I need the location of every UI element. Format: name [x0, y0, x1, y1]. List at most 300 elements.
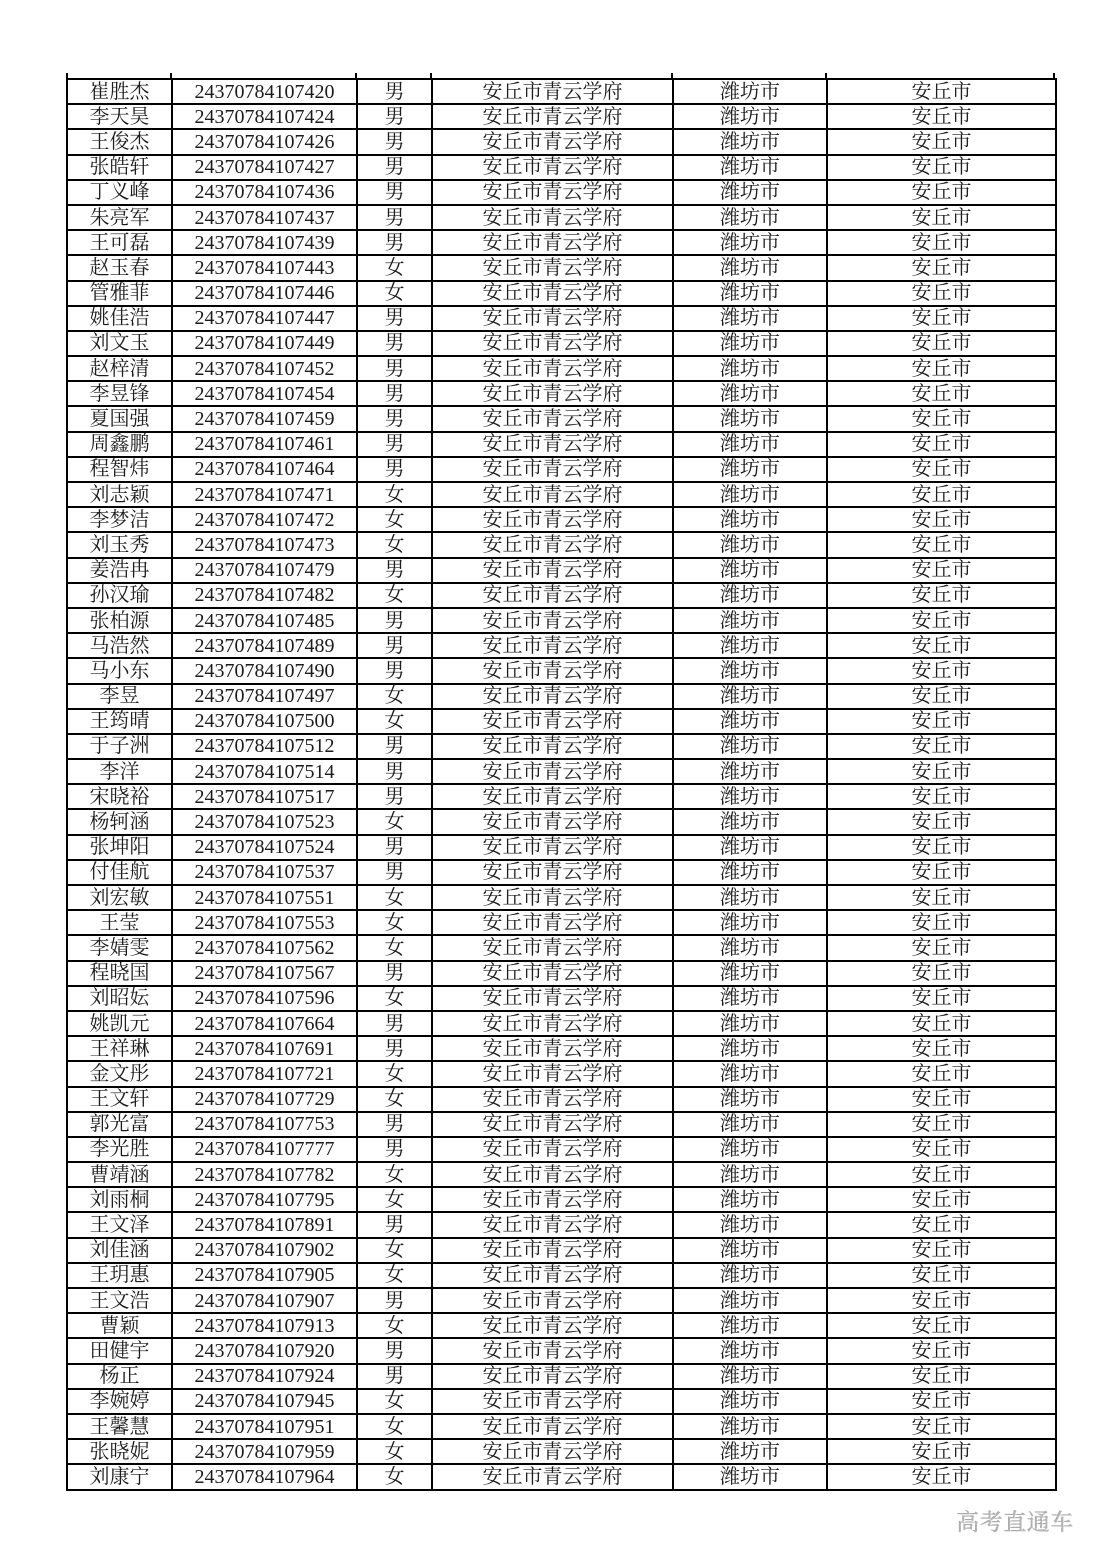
school-cell: 安丘市青云学府 — [432, 381, 673, 406]
exam-number-cell: 24370784107905 — [172, 1263, 357, 1288]
name-cell: 张晓妮 — [67, 1439, 172, 1464]
gender-cell: 男 — [357, 205, 432, 230]
county-cell: 安丘市 — [827, 608, 1056, 633]
exam-number-cell: 24370784107523 — [172, 809, 357, 834]
watermark-text: 高考直通车 — [956, 1509, 1074, 1535]
gender-cell: 女 — [357, 1414, 432, 1439]
name-cell: 王莹 — [67, 910, 172, 935]
table-row — [67, 482, 1056, 507]
school-cell: 安丘市青云学府 — [432, 306, 673, 331]
county-cell: 安丘市 — [827, 532, 1056, 557]
exam-number-cell: 24370784107562 — [172, 935, 357, 960]
city-cell: 潍坊市 — [673, 809, 827, 834]
exam-number-cell: 24370784107452 — [172, 356, 357, 381]
name-cell: 郭光富 — [67, 1112, 172, 1137]
city-cell: 潍坊市 — [673, 79, 827, 104]
exam-number-cell: 24370784107482 — [172, 583, 357, 608]
school-cell: 安丘市青云学府 — [432, 1414, 673, 1439]
name-cell: 孙汉瑜 — [67, 583, 172, 608]
county-cell: 安丘市 — [827, 381, 1056, 406]
name-cell: 赵梓清 — [67, 356, 172, 381]
gender-cell: 男 — [357, 1036, 432, 1061]
county-cell: 安丘市 — [827, 986, 1056, 1011]
name-cell: 管雅菲 — [67, 281, 172, 306]
exam-number-cell: 24370784107426 — [172, 129, 357, 154]
name-cell: 王文浩 — [67, 1288, 172, 1313]
table-row — [67, 255, 1056, 280]
exam-number-cell: 24370784107447 — [172, 306, 357, 331]
name-cell: 杨正 — [67, 1364, 172, 1389]
table-row — [67, 1238, 1056, 1263]
table-row — [67, 684, 1056, 709]
city-cell: 潍坊市 — [673, 255, 827, 280]
county-cell: 安丘市 — [827, 205, 1056, 230]
table-row — [67, 1313, 1056, 1338]
gender-cell: 女 — [357, 1187, 432, 1212]
city-cell: 潍坊市 — [673, 759, 827, 784]
county-cell: 安丘市 — [827, 482, 1056, 507]
exam-number-cell: 24370784107567 — [172, 961, 357, 986]
city-cell: 潍坊市 — [673, 306, 827, 331]
name-cell: 付佳航 — [67, 860, 172, 885]
city-cell: 潍坊市 — [673, 608, 827, 633]
table-row — [67, 1414, 1056, 1439]
exam-number-cell: 24370784107902 — [172, 1238, 357, 1263]
table-row — [67, 180, 1056, 205]
table-row — [67, 961, 1056, 986]
gender-cell: 女 — [357, 1238, 432, 1263]
city-cell: 潍坊市 — [673, 406, 827, 431]
city-cell: 潍坊市 — [673, 205, 827, 230]
school-cell: 安丘市青云学府 — [432, 658, 673, 683]
county-cell: 安丘市 — [827, 1389, 1056, 1414]
exam-number-cell: 24370784107964 — [172, 1464, 357, 1489]
table-row — [67, 1364, 1056, 1389]
gender-cell: 男 — [357, 180, 432, 205]
gender-cell: 男 — [357, 784, 432, 809]
gender-cell: 女 — [357, 507, 432, 532]
city-cell: 潍坊市 — [673, 1439, 827, 1464]
gender-cell: 男 — [357, 835, 432, 860]
exam-number-cell: 24370784107420 — [172, 79, 357, 104]
name-cell: 王玥惠 — [67, 1263, 172, 1288]
school-cell: 安丘市青云学府 — [432, 532, 673, 557]
city-cell: 潍坊市 — [673, 507, 827, 532]
exam-number-cell: 24370784107551 — [172, 885, 357, 910]
county-cell: 安丘市 — [827, 1187, 1056, 1212]
name-cell: 王俊杰 — [67, 129, 172, 154]
exam-number-cell: 24370784107471 — [172, 482, 357, 507]
city-cell: 潍坊市 — [673, 1238, 827, 1263]
name-cell: 程智炜 — [67, 457, 172, 482]
city-cell: 潍坊市 — [673, 532, 827, 557]
school-cell: 安丘市青云学府 — [432, 860, 673, 885]
name-cell: 李昱 — [67, 684, 172, 709]
table-row — [67, 1263, 1056, 1288]
gender-cell: 女 — [357, 809, 432, 834]
school-cell: 安丘市青云学府 — [432, 1087, 673, 1112]
exam-number-cell: 24370784107485 — [172, 608, 357, 633]
county-cell: 安丘市 — [827, 759, 1056, 784]
name-cell: 王祥琳 — [67, 1036, 172, 1061]
table-row — [67, 507, 1056, 532]
city-cell: 潍坊市 — [673, 583, 827, 608]
school-cell: 安丘市青云学府 — [432, 1187, 673, 1212]
table-row — [67, 331, 1056, 356]
school-cell: 安丘市青云学府 — [432, 406, 673, 431]
exam-number-cell: 24370784107891 — [172, 1212, 357, 1237]
table-row — [67, 79, 1056, 104]
county-cell: 安丘市 — [827, 1338, 1056, 1363]
table-row — [67, 281, 1056, 306]
exam-number-cell: 24370784107596 — [172, 986, 357, 1011]
school-cell: 安丘市青云学府 — [432, 1011, 673, 1036]
county-cell: 安丘市 — [827, 281, 1056, 306]
gender-cell: 女 — [357, 1263, 432, 1288]
city-cell: 潍坊市 — [673, 457, 827, 482]
school-cell: 安丘市青云学府 — [432, 331, 673, 356]
school-cell: 安丘市青云学府 — [432, 1263, 673, 1288]
exam-number-cell: 24370784107691 — [172, 1036, 357, 1061]
table-row — [67, 1338, 1056, 1363]
exam-number-cell: 24370784107461 — [172, 432, 357, 457]
gender-cell: 男 — [357, 155, 432, 180]
gender-cell: 男 — [357, 1364, 432, 1389]
name-cell: 刘雨桐 — [67, 1187, 172, 1212]
county-cell: 安丘市 — [827, 809, 1056, 834]
county-cell: 安丘市 — [827, 558, 1056, 583]
table-row — [67, 885, 1056, 910]
county-cell: 安丘市 — [827, 1414, 1056, 1439]
table-row — [67, 356, 1056, 381]
name-cell: 王可磊 — [67, 230, 172, 255]
gender-cell: 女 — [357, 1313, 432, 1338]
name-cell: 李婧雯 — [67, 935, 172, 960]
name-cell: 周鑫鹏 — [67, 432, 172, 457]
county-cell: 安丘市 — [827, 1112, 1056, 1137]
county-cell: 安丘市 — [827, 1439, 1056, 1464]
county-cell: 安丘市 — [827, 331, 1056, 356]
exam-number-cell: 24370784107945 — [172, 1389, 357, 1414]
city-cell: 潍坊市 — [673, 885, 827, 910]
county-cell: 安丘市 — [827, 1011, 1056, 1036]
city-cell: 潍坊市 — [673, 1464, 827, 1489]
table-row — [67, 457, 1056, 482]
school-cell: 安丘市青云学府 — [432, 935, 673, 960]
gender-cell: 女 — [357, 684, 432, 709]
city-cell: 潍坊市 — [673, 155, 827, 180]
exam-number-cell: 24370784107459 — [172, 406, 357, 431]
exam-number-cell: 24370784107524 — [172, 835, 357, 860]
table-row — [67, 658, 1056, 683]
table-row — [67, 935, 1056, 960]
name-cell: 杨轲涵 — [67, 809, 172, 834]
exam-number-cell: 24370784107924 — [172, 1364, 357, 1389]
exam-number-cell: 24370784107489 — [172, 633, 357, 658]
county-cell: 安丘市 — [827, 583, 1056, 608]
exam-number-cell: 24370784107454 — [172, 381, 357, 406]
school-cell: 安丘市青云学府 — [432, 155, 673, 180]
county-cell: 安丘市 — [827, 356, 1056, 381]
name-cell: 李光胜 — [67, 1137, 172, 1162]
table-row — [67, 432, 1056, 457]
gender-cell: 男 — [357, 381, 432, 406]
city-cell: 潍坊市 — [673, 129, 827, 154]
gender-cell: 男 — [357, 457, 432, 482]
exam-number-cell: 24370784107424 — [172, 104, 357, 129]
exam-number-cell: 24370784107514 — [172, 759, 357, 784]
school-cell: 安丘市青云学府 — [432, 104, 673, 129]
school-cell: 安丘市青云学府 — [432, 1212, 673, 1237]
city-cell: 潍坊市 — [673, 1338, 827, 1363]
name-cell: 马浩然 — [67, 633, 172, 658]
city-cell: 潍坊市 — [673, 1011, 827, 1036]
school-cell: 安丘市青云学府 — [432, 482, 673, 507]
exam-number-cell: 24370784107436 — [172, 180, 357, 205]
gender-cell: 男 — [357, 1112, 432, 1137]
gender-cell: 女 — [357, 885, 432, 910]
school-cell: 安丘市青云学府 — [432, 230, 673, 255]
gender-cell: 女 — [357, 1439, 432, 1464]
gender-cell: 女 — [357, 1061, 432, 1086]
school-cell: 安丘市青云学府 — [432, 986, 673, 1011]
name-cell: 朱亮军 — [67, 205, 172, 230]
county-cell: 安丘市 — [827, 633, 1056, 658]
school-cell: 安丘市青云学府 — [432, 1288, 673, 1313]
table-row — [67, 205, 1056, 230]
city-cell: 潍坊市 — [673, 1036, 827, 1061]
exam-number-cell: 24370784107537 — [172, 860, 357, 885]
gender-cell: 女 — [357, 1464, 432, 1489]
exam-number-cell: 24370784107472 — [172, 507, 357, 532]
table-row — [67, 910, 1056, 935]
city-cell: 潍坊市 — [673, 1087, 827, 1112]
gender-cell: 男 — [357, 432, 432, 457]
table-row — [67, 1389, 1056, 1414]
school-cell: 安丘市青云学府 — [432, 910, 673, 935]
name-cell: 王文泽 — [67, 1212, 172, 1237]
school-cell: 安丘市青云学府 — [432, 1439, 673, 1464]
gender-cell: 女 — [357, 532, 432, 557]
name-cell: 刘宏敏 — [67, 885, 172, 910]
table-row — [67, 784, 1056, 809]
name-cell: 夏国强 — [67, 406, 172, 431]
school-cell: 安丘市青云学府 — [432, 1389, 673, 1414]
gender-cell: 男 — [357, 1212, 432, 1237]
school-cell: 安丘市青云学府 — [432, 1313, 673, 1338]
school-cell: 安丘市青云学府 — [432, 1238, 673, 1263]
exam-number-cell: 24370784107795 — [172, 1187, 357, 1212]
gender-cell: 女 — [357, 986, 432, 1011]
county-cell: 安丘市 — [827, 1212, 1056, 1237]
gender-cell: 男 — [357, 306, 432, 331]
name-cell: 刘昭妘 — [67, 986, 172, 1011]
county-cell: 安丘市 — [827, 1263, 1056, 1288]
name-cell: 曹靖涵 — [67, 1162, 172, 1187]
exam-number-cell: 24370784107500 — [172, 709, 357, 734]
exam-number-cell: 24370784107490 — [172, 658, 357, 683]
exam-number-cell: 24370784107777 — [172, 1137, 357, 1162]
name-cell: 金文彤 — [67, 1061, 172, 1086]
table-row — [67, 986, 1056, 1011]
gender-cell: 男 — [357, 608, 432, 633]
county-cell: 安丘市 — [827, 507, 1056, 532]
gender-cell: 女 — [357, 1162, 432, 1187]
exam-number-cell: 24370784107664 — [172, 1011, 357, 1036]
gender-cell: 女 — [357, 935, 432, 960]
table-row — [67, 1011, 1056, 1036]
gender-cell: 男 — [357, 734, 432, 759]
table-body — [67, 79, 1056, 1490]
table-row — [67, 1036, 1056, 1061]
county-cell: 安丘市 — [827, 784, 1056, 809]
city-cell: 潍坊市 — [673, 180, 827, 205]
city-cell: 潍坊市 — [673, 281, 827, 306]
school-cell: 安丘市青云学府 — [432, 180, 673, 205]
county-cell: 安丘市 — [827, 835, 1056, 860]
table-row — [67, 230, 1056, 255]
school-cell: 安丘市青云学府 — [432, 608, 673, 633]
school-cell: 安丘市青云学府 — [432, 759, 673, 784]
county-cell: 安丘市 — [827, 684, 1056, 709]
exam-number-cell: 24370784107753 — [172, 1112, 357, 1137]
city-cell: 潍坊市 — [673, 709, 827, 734]
exam-number-cell: 24370784107437 — [172, 205, 357, 230]
table-row — [67, 1187, 1056, 1212]
school-cell: 安丘市青云学府 — [432, 432, 673, 457]
exam-number-cell: 24370784107446 — [172, 281, 357, 306]
name-cell: 宋晓裕 — [67, 784, 172, 809]
name-cell: 刘佳涵 — [67, 1238, 172, 1263]
table-row — [67, 129, 1056, 154]
county-cell: 安丘市 — [827, 406, 1056, 431]
name-cell: 张皓轩 — [67, 155, 172, 180]
city-cell: 潍坊市 — [673, 633, 827, 658]
city-cell: 潍坊市 — [673, 1313, 827, 1338]
school-cell: 安丘市青云学府 — [432, 835, 673, 860]
school-cell: 安丘市青云学府 — [432, 583, 673, 608]
table-row — [67, 104, 1056, 129]
school-cell: 安丘市青云学府 — [432, 1112, 673, 1137]
table-row — [67, 1087, 1056, 1112]
table-row — [67, 809, 1056, 834]
table-row — [67, 532, 1056, 557]
table-row — [67, 1137, 1056, 1162]
table-row — [67, 1162, 1056, 1187]
gender-cell: 男 — [357, 1288, 432, 1313]
county-cell: 安丘市 — [827, 1162, 1056, 1187]
county-cell: 安丘市 — [827, 432, 1056, 457]
county-cell: 安丘市 — [827, 1061, 1056, 1086]
name-cell: 刘志颖 — [67, 482, 172, 507]
exam-number-cell: 24370784107951 — [172, 1414, 357, 1439]
gender-cell: 男 — [357, 1011, 432, 1036]
city-cell: 潍坊市 — [673, 331, 827, 356]
exam-number-cell: 24370784107913 — [172, 1313, 357, 1338]
county-cell: 安丘市 — [827, 961, 1056, 986]
name-cell: 王文轩 — [67, 1087, 172, 1112]
gender-cell: 女 — [357, 1389, 432, 1414]
gender-cell: 女 — [357, 910, 432, 935]
name-cell: 刘文玉 — [67, 331, 172, 356]
gender-cell: 女 — [357, 583, 432, 608]
city-cell: 潍坊市 — [673, 1263, 827, 1288]
school-cell: 安丘市青云学府 — [432, 1162, 673, 1187]
table-row — [67, 860, 1056, 885]
table-row — [67, 558, 1056, 583]
gender-cell: 女 — [357, 709, 432, 734]
city-cell: 潍坊市 — [673, 1112, 827, 1137]
exam-number-cell: 24370784107479 — [172, 558, 357, 583]
county-cell: 安丘市 — [827, 129, 1056, 154]
table-row — [67, 835, 1056, 860]
county-cell: 安丘市 — [827, 230, 1056, 255]
city-cell: 潍坊市 — [673, 784, 827, 809]
exam-number-cell: 24370784107449 — [172, 331, 357, 356]
county-cell: 安丘市 — [827, 1238, 1056, 1263]
school-cell: 安丘市青云学府 — [432, 809, 673, 834]
county-cell: 安丘市 — [827, 1464, 1056, 1489]
school-cell: 安丘市青云学府 — [432, 1464, 673, 1489]
city-cell: 潍坊市 — [673, 482, 827, 507]
name-cell: 王馨慧 — [67, 1414, 172, 1439]
name-cell: 姜浩冉 — [67, 558, 172, 583]
gender-cell: 男 — [357, 1338, 432, 1363]
school-cell: 安丘市青云学府 — [432, 457, 673, 482]
exam-number-cell: 24370784107729 — [172, 1087, 357, 1112]
city-cell: 潍坊市 — [673, 381, 827, 406]
school-cell: 安丘市青云学府 — [432, 558, 673, 583]
city-cell: 潍坊市 — [673, 1162, 827, 1187]
county-cell: 安丘市 — [827, 457, 1056, 482]
table-row — [67, 306, 1056, 331]
city-cell: 潍坊市 — [673, 734, 827, 759]
gender-cell: 女 — [357, 281, 432, 306]
gender-cell: 男 — [357, 1137, 432, 1162]
school-cell: 安丘市青云学府 — [432, 205, 673, 230]
county-cell: 安丘市 — [827, 306, 1056, 331]
city-cell: 潍坊市 — [673, 1364, 827, 1389]
gender-cell: 男 — [357, 79, 432, 104]
table-row — [67, 155, 1056, 180]
table-row — [67, 709, 1056, 734]
name-cell: 姚佳浩 — [67, 306, 172, 331]
table-row — [67, 1288, 1056, 1313]
table-row — [67, 1112, 1056, 1137]
name-cell: 崔胜杰 — [67, 79, 172, 104]
exam-number-cell: 24370784107464 — [172, 457, 357, 482]
gender-cell: 男 — [357, 558, 432, 583]
school-cell: 安丘市青云学府 — [432, 709, 673, 734]
city-cell: 潍坊市 — [673, 1389, 827, 1414]
city-cell: 潍坊市 — [673, 558, 827, 583]
exam-number-cell: 24370784107907 — [172, 1288, 357, 1313]
county-cell: 安丘市 — [827, 180, 1056, 205]
county-cell: 安丘市 — [827, 1313, 1056, 1338]
county-cell: 安丘市 — [827, 658, 1056, 683]
table-row — [67, 406, 1056, 431]
school-cell: 安丘市青云学府 — [432, 129, 673, 154]
county-cell: 安丘市 — [827, 104, 1056, 129]
school-cell: 安丘市青云学府 — [432, 961, 673, 986]
gender-cell: 男 — [357, 633, 432, 658]
school-cell: 安丘市青云学府 — [432, 684, 673, 709]
table-row — [67, 734, 1056, 759]
city-cell: 潍坊市 — [673, 104, 827, 129]
exam-number-cell: 24370784107782 — [172, 1162, 357, 1187]
name-cell: 李洋 — [67, 759, 172, 784]
city-cell: 潍坊市 — [673, 1414, 827, 1439]
